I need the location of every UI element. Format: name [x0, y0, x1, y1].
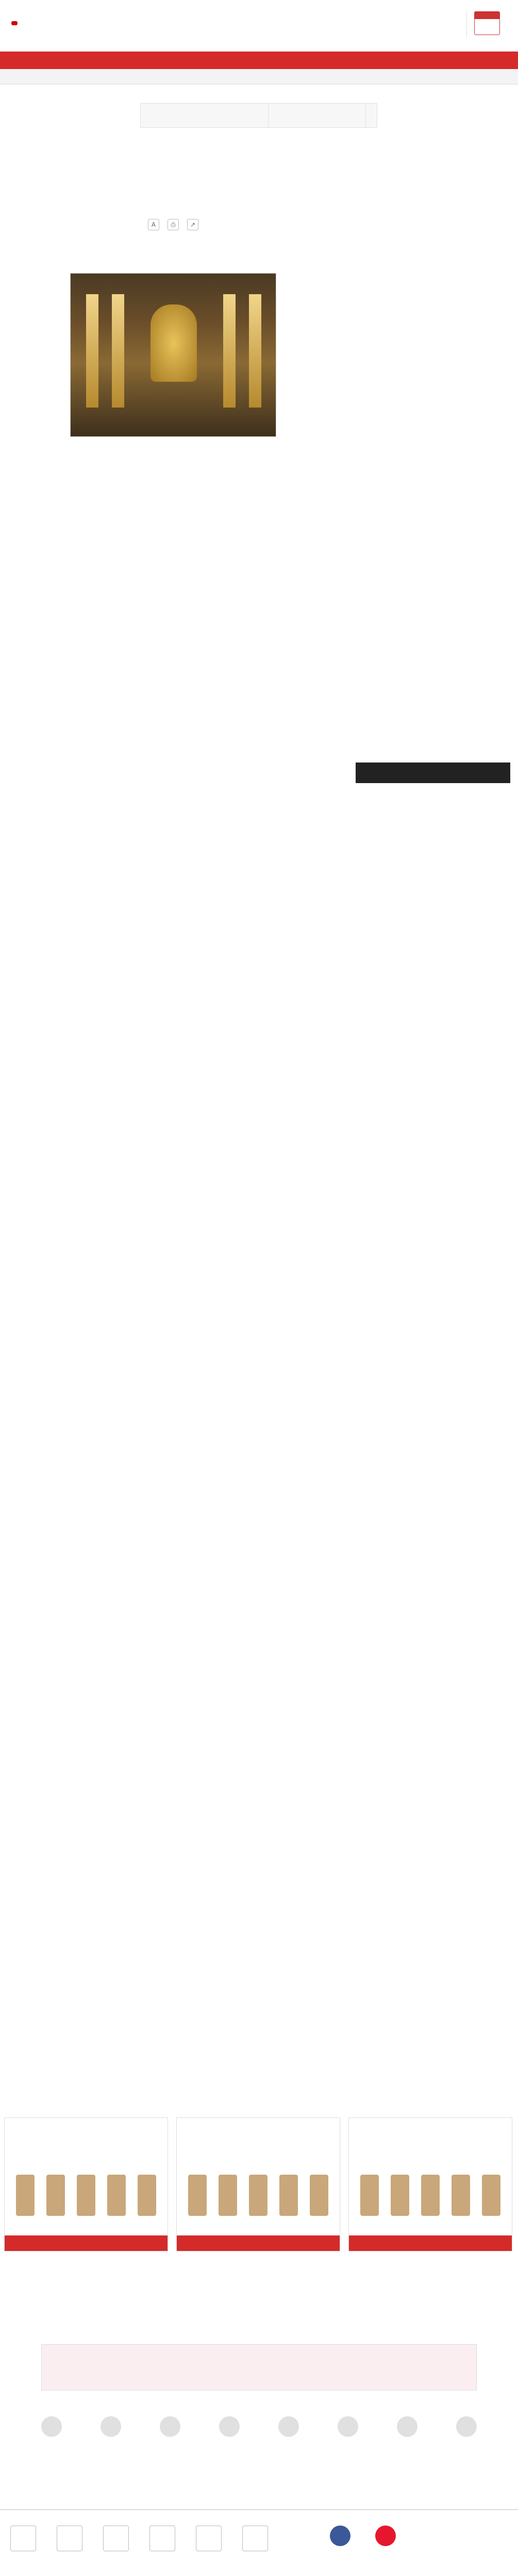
breadcrumb[interactable]	[8, 155, 163, 163]
calendar-month	[475, 12, 499, 19]
article-photo	[70, 273, 276, 437]
brand-icon[interactable]	[278, 2416, 299, 2437]
brand-icon[interactable]	[160, 2416, 180, 2437]
facebook-counter[interactable]	[330, 2526, 355, 2546]
article	[8, 170, 343, 228]
secondary-nav	[0, 69, 518, 84]
app-icon[interactable]	[10, 2526, 36, 2551]
date-widget	[466, 11, 508, 37]
app-icon[interactable]	[103, 2526, 129, 2551]
recommended-title	[0, 1793, 518, 1814]
print-icon[interactable]: ⎙	[168, 219, 179, 230]
logo-mark	[11, 21, 18, 25]
weibo-counter[interactable]	[375, 2526, 400, 2546]
sidebar-ad[interactable]	[356, 762, 510, 783]
calendar-icon	[474, 11, 500, 35]
app-icon[interactable]	[149, 2526, 175, 2551]
top-links	[289, 5, 443, 13]
brand-icon[interactable]	[101, 2416, 121, 2437]
promo-card[interactable]	[176, 2117, 340, 2251]
brand-icon[interactable]	[456, 2416, 477, 2437]
lancome-ad[interactable]	[41, 2344, 477, 2391]
promo-button[interactable]	[5, 2235, 168, 2251]
article-tools	[8, 219, 338, 234]
share-icon[interactable]: ↗	[187, 219, 198, 230]
brand-icon[interactable]	[338, 2416, 358, 2437]
promo-card[interactable]	[348, 2117, 512, 2251]
social-counters	[330, 2526, 400, 2546]
weibo-icon	[375, 2526, 396, 2546]
promo-button[interactable]	[177, 2235, 340, 2251]
footer-top	[0, 2509, 518, 2566]
article-title	[8, 170, 343, 216]
primary-nav	[0, 52, 518, 69]
brand-icon[interactable]	[41, 2416, 62, 2437]
app-icon[interactable]	[196, 2526, 222, 2551]
promo-card[interactable]	[4, 2117, 168, 2251]
app-icon[interactable]	[57, 2526, 82, 2551]
top-ad-side[interactable]	[268, 103, 366, 128]
article-footer-notes	[8, 1658, 348, 1679]
brand-icon[interactable]	[219, 2416, 240, 2437]
footer-app-icons	[10, 2526, 268, 2551]
app-icon[interactable]	[242, 2526, 268, 2551]
site-logo[interactable]	[11, 12, 78, 34]
top-header	[0, 0, 518, 49]
logo-tagline	[11, 3, 78, 10]
facebook-icon	[330, 2526, 350, 2546]
font-size-icon[interactable]: A	[148, 219, 159, 230]
promo-button[interactable]	[349, 2235, 512, 2251]
brand-icons-row	[41, 2411, 477, 2442]
brand-icon[interactable]	[397, 2416, 417, 2437]
promo-row	[4, 2117, 514, 2251]
